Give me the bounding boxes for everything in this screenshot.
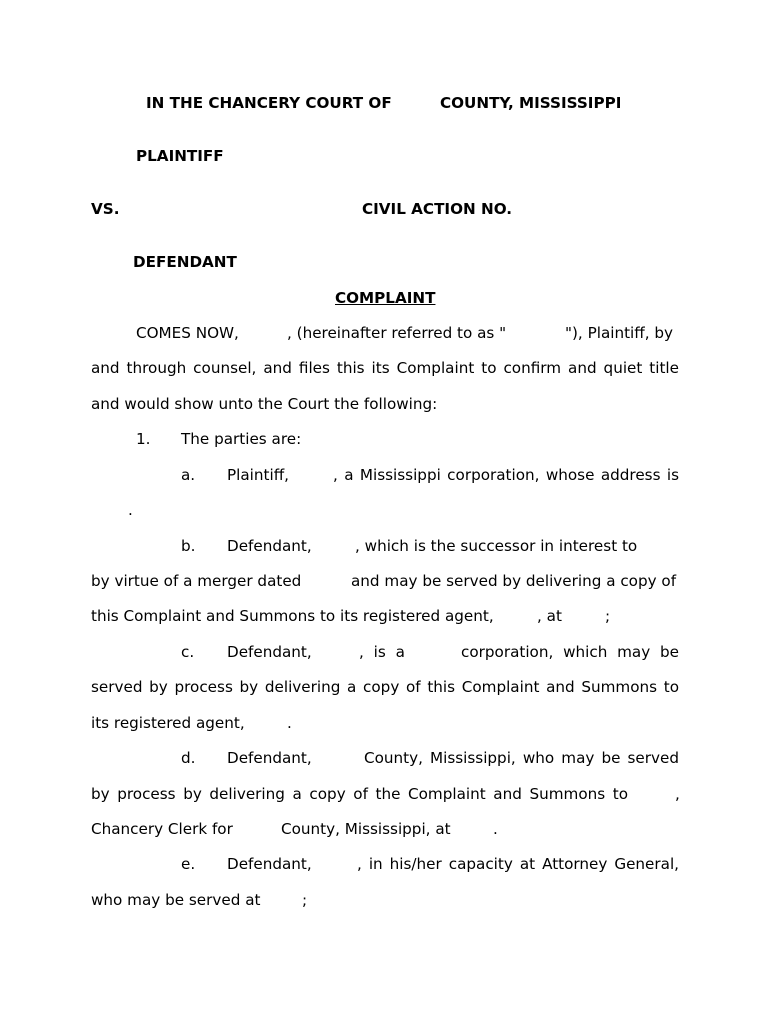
complaint-title: COMPLAINT bbox=[335, 289, 436, 307]
party-e-semicolon: ; bbox=[302, 891, 308, 909]
party-b-semicolon: ; bbox=[605, 607, 611, 625]
party-d-letter: d. bbox=[181, 749, 196, 767]
party-c-is-a: , is a bbox=[359, 643, 405, 661]
party-e-label: Defendant, bbox=[227, 855, 312, 873]
party-b-served-by: and may be served by delivering a copy of bbox=[351, 572, 677, 590]
party-b-merger-dated: by virtue of a merger dated bbox=[91, 572, 302, 590]
party-e-text: , in his/her capacity at Attorney General, bbox=[357, 855, 679, 873]
party-e-served-at: who may be served at bbox=[91, 891, 261, 909]
party-a-text: , a Mississippi corporation, whose address is bbox=[333, 466, 679, 484]
intro-plaintiff-by: "), Plaintiff, by bbox=[565, 324, 674, 342]
party-c-period: . bbox=[287, 714, 292, 732]
party-a-letter: a. bbox=[181, 466, 196, 484]
party-b-label: Defendant, bbox=[227, 537, 312, 555]
court-heading-left: IN THE CHANCERY COURT OF bbox=[146, 94, 392, 112]
party-d-chancery-clerk: Chancery Clerk for bbox=[91, 820, 233, 838]
court-heading-right: COUNTY, MISSISSIPPI bbox=[440, 94, 622, 112]
party-b-at: , at bbox=[537, 607, 562, 625]
party-b-registered-agent: this Complaint and Summons to its registered agent, bbox=[91, 607, 494, 625]
party-a-cont: . bbox=[128, 501, 133, 519]
item-1-number: 1. bbox=[136, 430, 151, 448]
party-e-letter: e. bbox=[181, 855, 196, 873]
plaintiff-label: PLAINTIFF bbox=[136, 147, 224, 165]
party-d-text: County, Mississippi, who may be served bbox=[364, 749, 679, 767]
party-d-county-at: County, Mississippi, at bbox=[281, 820, 451, 838]
intro-line-2: and through counsel, and files this its Complaint to confirm and quiet title bbox=[91, 359, 679, 377]
versus-label: VS. bbox=[91, 200, 120, 218]
party-c-corporation: corporation, which may be bbox=[461, 643, 679, 661]
party-d-comma: , bbox=[675, 785, 680, 803]
party-c-label: Defendant, bbox=[227, 643, 312, 661]
intro-line-3: and would show unto the Court the following: bbox=[91, 395, 438, 413]
civil-action-label: CIVIL ACTION NO. bbox=[362, 200, 513, 218]
defendant-label: DEFENDANT bbox=[133, 253, 237, 271]
party-c-line-2: served by process by delivering a copy of this Complaint and Summons to bbox=[91, 678, 679, 696]
item-1-text: The parties are: bbox=[181, 430, 302, 448]
intro-comes-now: COMES NOW, bbox=[136, 324, 239, 342]
party-a-label: Plaintiff, bbox=[227, 466, 289, 484]
party-c-registered-agent: its registered agent, bbox=[91, 714, 245, 732]
party-b-text: , which is the successor in interest to bbox=[355, 537, 638, 555]
party-d-label: Defendant, bbox=[227, 749, 312, 767]
party-d-line-2: by process by delivering a copy of the Complaint and Summons to bbox=[91, 785, 628, 803]
party-d-period: . bbox=[493, 820, 498, 838]
party-c-letter: c. bbox=[181, 643, 195, 661]
party-b-letter: b. bbox=[181, 537, 196, 555]
intro-hereinafter: , (hereinafter referred to as " bbox=[287, 324, 507, 342]
